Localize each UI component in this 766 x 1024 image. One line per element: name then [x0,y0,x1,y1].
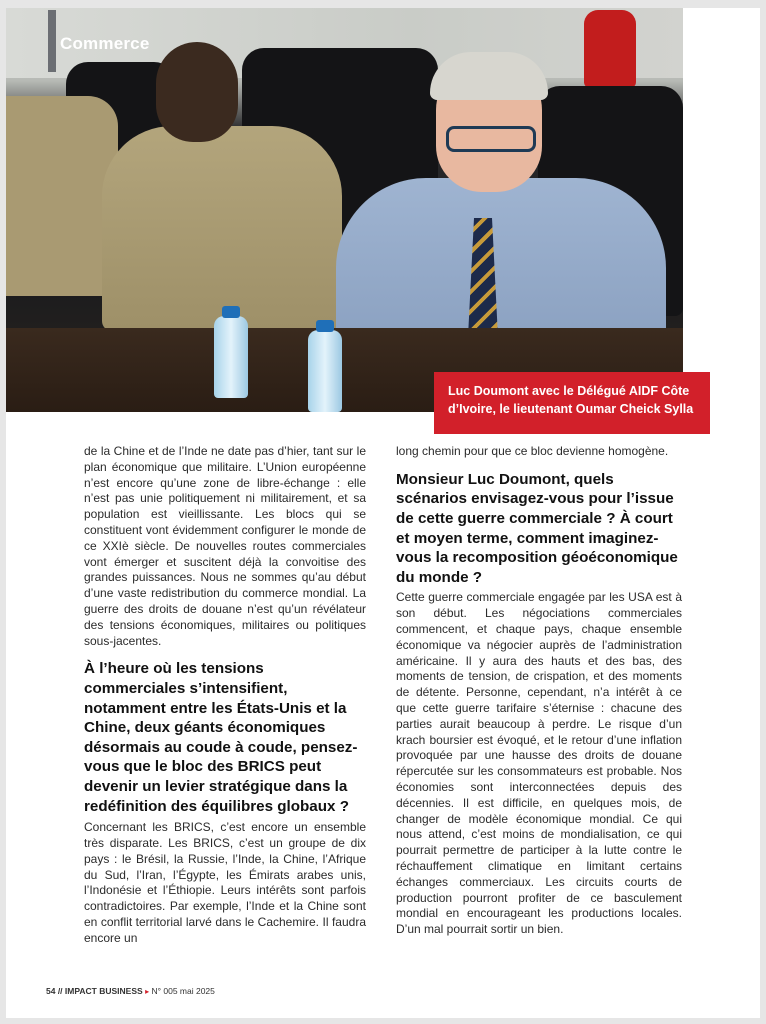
soldier-figure [102,126,342,331]
issue-info: N° 005 mai 2025 [151,986,215,996]
left-column [84,444,366,946]
body-paragraph: long chemin pour que ce bloc devienne homogène. [396,444,669,458]
body-paragraph: Cette guerre commerciale engagée par les USA est à son début. Les négociations commerciales commencent, et chaque pays, chaque ensemble économique va négocier auprès de l’administration américaine. Il y aura des hauts et des bas, des moments de tension, de crispation, et des moments de détente. Personne, cependant, n’a intérêt à ce que cette guerre tarifaire s’éternise : chacune des parties aurait beaucoup à perdre. Le risque d’un krach boursier est évoqué, et le retour d’une inflation provoquée par une hausse des droits de douane répercutée sur les consommateurs est probable. Nos économies sont interconnectées depuis des décennies. Il est difficile, en quelques mois, de changer de modèle économique mondial. Ce qui nous attend, c’est moins de mondialisation, ce qui pourrait permettre de participer à la lutte contre le réchauffement climatique en limitant certains échanges commerciaux. Les circuits courts de production pourront profiter de ce basculement mondial en encourageant les productions locales. D’un mal pourrait sortir un bien. [396,590,682,937]
page-number: 54 // [46,986,63,996]
magazine-name: IMPACT BUSINESS [64,986,143,996]
section-tag: Commerce [60,34,150,53]
body-paragraph: de la Chine et de l’Inde ne date pas d’hier, tant sur le plan économique que militaire. L’Union européenne n’est encore qu’une zone de libre-échange : elle n’est pas unie politiquement ni militairement, et sa population est vieillissante. Les blocs qui se constituent vont évidemment configurer le monde de ce XXIè siècle. De nouvelles routes commerciales vont émerger et suscitent déjà la convoitise des grandes puissances. Nous ne sommes qu’au début d’une vaste redistribution du commerce mondial. La guerre des droits de douane n’est qu’un révélateur des tensions économiques, militaires ou politiques sous-jacentes. [84,444,366,648]
section-tag-bar [48,10,56,72]
page-footer [46,986,215,996]
interview-question: À l’heure où les tensions commerciales s’intensifient, notamment entre les États-Unis et la Chine, deux géants économiques désormais au coude à coude, pensez-vous que le bloc des BRICS peut devenir un levier stratégique dans la redéfinition des équilibres globaux ? [84,660,358,815]
body-paragraph: Concernant les BRICS, c’est encore un ensemble très disparate. Les BRICS, c’est un groupe de dix pays : le Brésil, la Russie, l’Inde, la Chine, l’Afrique du Sud, l’Iran, l’Égypte, les Émirats arabes unis, l’Indonésie et l’Éthiopie. Leurs intérêts sont parfois contradictoires. Par exemple, l’Inde et la Chine sont en conflit territorial larvé dans le Cachemire. Il faudra encore un [84,820,366,945]
interview-question: Monsieur Luc Doumont, quels scénarios envisagez-vous pour l’issue de cette guerre commerciale ? À court et moyen terme, comment imaginez-vous la recomposition géoéconomique du monde ? [396,470,678,586]
photo-caption: Luc Doumont avec le Délégué AIDF Côte d’Ivoire, le lieutenant Oumar Cheick Sylla [434,372,710,434]
article-photo [6,8,683,412]
water-bottle-icon [308,330,342,412]
arrow-marker-icon: ▸ [145,987,150,996]
fire-extinguisher-icon [584,10,636,88]
right-column [396,444,682,938]
glasses-icon [446,126,536,152]
water-bottle-icon [214,316,248,398]
man-in-suit-figure [336,178,666,353]
man-hair [430,52,548,100]
soldier-head [156,42,238,142]
magazine-page [6,8,760,1018]
